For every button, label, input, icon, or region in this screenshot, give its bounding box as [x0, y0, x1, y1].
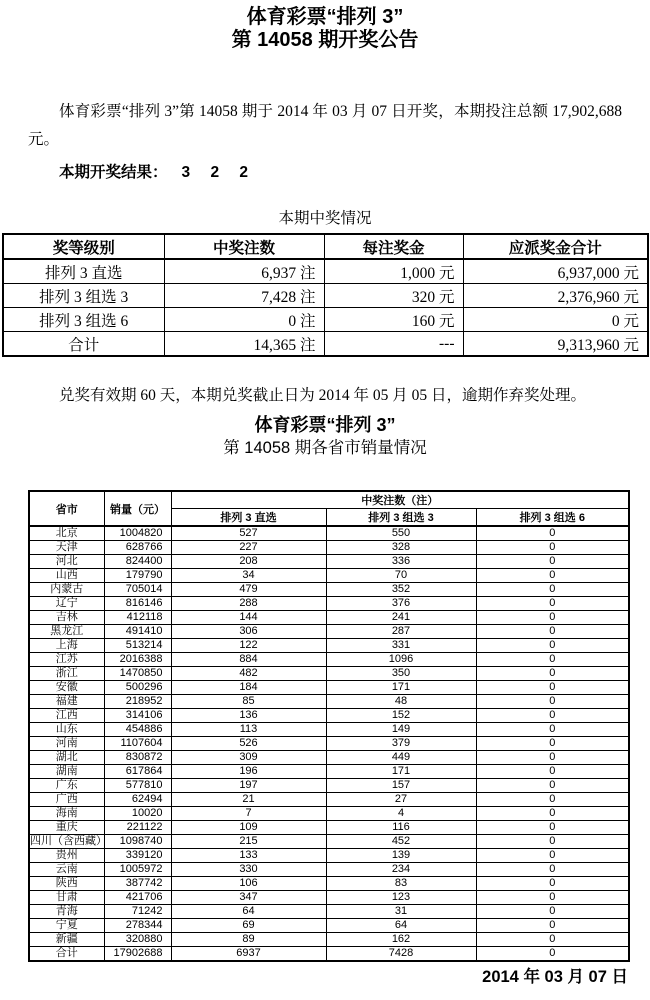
- sales-table-row: [29, 933, 629, 947]
- winning-bets-cell: 7,428 注: [164, 284, 324, 308]
- zuxuan6-wins-cell: 0: [476, 723, 629, 737]
- prize-table-row: [3, 259, 648, 284]
- zuxuan6-wins-cell: 0: [476, 877, 629, 891]
- prize-per-bet-cell: 160 元: [324, 308, 463, 332]
- province-cell: 陕西: [29, 877, 104, 891]
- sales-amount-cell: 1107604: [104, 737, 171, 751]
- zuxuan3-wins-cell: 234: [326, 863, 476, 877]
- zhixuan-wins-cell: 21: [171, 793, 326, 807]
- total-prize-cell: 6,937,000 元: [463, 259, 648, 284]
- province-cell: 湖南: [29, 765, 104, 779]
- zuxuan6-wins-cell: 0: [476, 709, 629, 723]
- sales-table-row: [29, 877, 629, 891]
- zuxuan3-wins-cell: 171: [326, 765, 476, 779]
- sales-header-amount: 销量（元）: [104, 491, 171, 526]
- winning-bets-cell: 14,365 注: [164, 332, 324, 357]
- draw-result-line: [28, 159, 622, 186]
- doc-title-line2: 第 14058 期开奖公告: [231, 29, 419, 51]
- sales-amount-cell: 179790: [104, 569, 171, 583]
- zuxuan3-wins-cell: 83: [326, 877, 476, 891]
- sales-table-row: [29, 639, 629, 653]
- zhixuan-wins-cell: 884: [171, 653, 326, 667]
- intro-paragraph: 体育彩票“排列 3”第 14058 期于 2014 年 03 月 07 日开奖，本期投注总额 17,902,688 元。: [28, 103, 622, 148]
- zuxuan6-wins-cell: 0: [476, 863, 629, 877]
- total-prize-cell: 0 元: [463, 308, 648, 332]
- sales-table-row: [29, 779, 629, 793]
- prize-level-cell: 排列 3 直选: [3, 259, 164, 284]
- zuxuan3-wins-cell: 4: [326, 807, 476, 821]
- sales-amount-cell: 1470850: [104, 667, 171, 681]
- zhixuan-wins-cell: 208: [171, 555, 326, 569]
- zuxuan6-wins-cell: 0: [476, 751, 629, 765]
- prize-table-row: [3, 332, 648, 357]
- sales-amount-cell: 824400: [104, 555, 171, 569]
- province-cell: 江西: [29, 709, 104, 723]
- zuxuan3-wins-cell: 162: [326, 933, 476, 947]
- prize-header-level: 奖等级别: [3, 234, 164, 259]
- sales-amount-cell: 816146: [104, 597, 171, 611]
- zuxuan6-wins-cell: 0: [476, 653, 629, 667]
- province-cell: 海南: [29, 807, 104, 821]
- zuxuan6-wins-cell: 0: [476, 919, 629, 933]
- zhixuan-wins-cell: 133: [171, 849, 326, 863]
- zuxuan3-wins-cell: 7428: [326, 947, 476, 962]
- zuxuan6-wins-cell: 0: [476, 555, 629, 569]
- zuxuan6-wins-cell: 0: [476, 905, 629, 919]
- province-cell: 天津: [29, 541, 104, 555]
- prize-per-bet-cell: 320 元: [324, 284, 463, 308]
- prize-table-title: 本期中奖情况: [278, 210, 372, 227]
- sales-amount-cell: 314106: [104, 709, 171, 723]
- sales-table-row: [29, 667, 629, 681]
- province-cell: 安徽: [29, 681, 104, 695]
- zhixuan-wins-cell: 113: [171, 723, 326, 737]
- province-cell: 山西: [29, 569, 104, 583]
- sales-title-line2: 第 14058 期各省市销量情况: [223, 439, 427, 457]
- sales-amount-cell: 62494: [104, 793, 171, 807]
- sales-table-row: [29, 526, 629, 541]
- sales-amount-cell: 1098740: [104, 835, 171, 849]
- zuxuan6-wins-cell: 0: [476, 821, 629, 835]
- zuxuan6-wins-cell: 0: [476, 947, 629, 962]
- prize-per-bet-cell: ---: [324, 332, 463, 357]
- province-cell: 贵州: [29, 849, 104, 863]
- sales-amount-cell: 454886: [104, 723, 171, 737]
- zhixuan-wins-cell: 7: [171, 807, 326, 821]
- sales-amount-cell: 320880: [104, 933, 171, 947]
- doc-title-line1: 体育彩票“排列 3”: [246, 6, 404, 28]
- province-cell: 上海: [29, 639, 104, 653]
- zuxuan3-wins-cell: 149: [326, 723, 476, 737]
- sales-amount-cell: 221122: [104, 821, 171, 835]
- province-cell: 吉林: [29, 611, 104, 625]
- zuxuan6-wins-cell: 0: [476, 667, 629, 681]
- sales-header-wins-group: 中奖注数（注）: [171, 491, 629, 509]
- zhixuan-wins-cell: 34: [171, 569, 326, 583]
- zuxuan3-wins-cell: 116: [326, 821, 476, 835]
- sales-table-row: [29, 695, 629, 709]
- sales-title-line1: 体育彩票“排列 3”: [254, 415, 396, 435]
- zuxuan3-wins-cell: 376: [326, 597, 476, 611]
- sales-amount-cell: 628766: [104, 541, 171, 555]
- zhixuan-wins-cell: 122: [171, 639, 326, 653]
- sales-amount-cell: 339120: [104, 849, 171, 863]
- prize-table-row: [3, 308, 648, 332]
- sales-table-row: [29, 947, 629, 962]
- province-cell: 河北: [29, 555, 104, 569]
- sales-table-row: [29, 891, 629, 905]
- sales-subheader-zhixuan: 排列 3 直选: [171, 509, 326, 527]
- zuxuan3-wins-cell: 1096: [326, 653, 476, 667]
- sales-table-row: [29, 737, 629, 751]
- zhixuan-wins-cell: 288: [171, 597, 326, 611]
- zuxuan3-wins-cell: 70: [326, 569, 476, 583]
- zhixuan-wins-cell: 347: [171, 891, 326, 905]
- zuxuan6-wins-cell: 0: [476, 849, 629, 863]
- zhixuan-wins-cell: 330: [171, 863, 326, 877]
- zuxuan6-wins-cell: 0: [476, 583, 629, 597]
- province-cell: 新疆: [29, 933, 104, 947]
- prize-header-per-bet: 每注奖金: [324, 234, 463, 259]
- province-cell: 青海: [29, 905, 104, 919]
- sales-table-row: [29, 653, 629, 667]
- sales-table-row: [29, 681, 629, 695]
- sales-amount-cell: 491410: [104, 625, 171, 639]
- sales-table-row: [29, 625, 629, 639]
- zhixuan-wins-cell: 215: [171, 835, 326, 849]
- sales-table-row: [29, 863, 629, 877]
- zuxuan6-wins-cell: 0: [476, 807, 629, 821]
- redeem-notice: 兑奖有效期 60 天，本期兑奖截止日为 2014 年 05 月 05 日，逾期作弃奖处理。: [59, 387, 587, 404]
- province-cell: 四川（含西藏）: [30, 835, 107, 847]
- prize-table: [2, 233, 649, 357]
- zuxuan6-wins-cell: 0: [476, 765, 629, 779]
- province-cell: 宁夏: [29, 919, 104, 933]
- zhixuan-wins-cell: 64: [171, 905, 326, 919]
- sales-table-row: [29, 723, 629, 737]
- footer-date: 2014 年 03 月 07 日: [482, 968, 628, 986]
- province-cell: 甘肃: [29, 891, 104, 905]
- zuxuan6-wins-cell: 0: [476, 779, 629, 793]
- zuxuan3-wins-cell: 241: [326, 611, 476, 625]
- zhixuan-wins-cell: 227: [171, 541, 326, 555]
- sales-table-row: [29, 849, 629, 863]
- zuxuan3-wins-cell: 550: [326, 526, 476, 541]
- prize-table-header-row: [3, 234, 648, 259]
- zuxuan3-wins-cell: 352: [326, 583, 476, 597]
- province-cell: 福建: [29, 695, 104, 709]
- draw-result-numbers: 3 2 2: [181, 164, 256, 181]
- sales-amount-cell: 17902688: [104, 947, 171, 962]
- draw-result-label: 本期开奖结果：: [59, 164, 168, 181]
- province-cell: 广东: [29, 779, 104, 793]
- zuxuan6-wins-cell: 0: [476, 569, 629, 583]
- province-cell: 黑龙江: [29, 625, 104, 639]
- zhixuan-wins-cell: 109: [171, 821, 326, 835]
- zuxuan6-wins-cell: 0: [476, 933, 629, 947]
- sales-amount-cell: 10020: [104, 807, 171, 821]
- zuxuan3-wins-cell: 379: [326, 737, 476, 751]
- zuxuan3-wins-cell: 452: [326, 835, 476, 849]
- sales-table-row: [29, 821, 629, 835]
- province-cell: 云南: [29, 863, 104, 877]
- zuxuan3-wins-cell: 139: [326, 849, 476, 863]
- sales-table-row: [29, 765, 629, 779]
- zuxuan3-wins-cell: 152: [326, 709, 476, 723]
- zuxuan6-wins-cell: 0: [476, 681, 629, 695]
- zuxuan6-wins-cell: 0: [476, 835, 629, 849]
- sales-table-header-row1: [29, 491, 629, 509]
- sales-amount-cell: 412118: [104, 611, 171, 625]
- sales-amount-cell: 71242: [104, 905, 171, 919]
- winning-bets-cell: 0 注: [164, 308, 324, 332]
- province-cell: 北京: [29, 526, 104, 541]
- province-cell: 重庆: [29, 821, 104, 835]
- zhixuan-wins-cell: 197: [171, 779, 326, 793]
- zuxuan3-wins-cell: 64: [326, 919, 476, 933]
- sales-amount-cell: 218952: [104, 695, 171, 709]
- zhixuan-wins-cell: 306: [171, 625, 326, 639]
- prize-header-bets: 中奖注数: [164, 234, 324, 259]
- sales-amount-cell: 830872: [104, 751, 171, 765]
- sales-table-row: [29, 919, 629, 933]
- zuxuan6-wins-cell: 0: [476, 541, 629, 555]
- sales-amount-cell: 577810: [104, 779, 171, 793]
- zhixuan-wins-cell: 479: [171, 583, 326, 597]
- sales-table: [28, 490, 630, 962]
- zhixuan-wins-cell: 309: [171, 751, 326, 765]
- zhixuan-wins-cell: 85: [171, 695, 326, 709]
- province-cell: 合计: [29, 947, 104, 962]
- province-cell: 江苏: [29, 653, 104, 667]
- zuxuan6-wins-cell: 0: [476, 611, 629, 625]
- zuxuan6-wins-cell: 0: [476, 695, 629, 709]
- sales-amount-cell: 421706: [104, 891, 171, 905]
- sales-amount-cell: 705014: [104, 583, 171, 597]
- sales-header-province: 省市: [29, 491, 104, 526]
- winning-bets-cell: 6,937 注: [164, 259, 324, 284]
- zhixuan-wins-cell: 482: [171, 667, 326, 681]
- zuxuan3-wins-cell: 123: [326, 891, 476, 905]
- sales-amount-cell: 2016388: [104, 653, 171, 667]
- zuxuan6-wins-cell: 0: [476, 891, 629, 905]
- sales-amount-cell: 387742: [104, 877, 171, 891]
- zuxuan3-wins-cell: 449: [326, 751, 476, 765]
- province-cell: 辽宁: [29, 597, 104, 611]
- sales-table-row: [29, 835, 629, 849]
- sales-amount-cell: 1005972: [104, 863, 171, 877]
- prize-header-total: 应派奖金合计: [463, 234, 648, 259]
- total-prize-cell: 9,313,960 元: [463, 332, 648, 357]
- province-cell: 浙江: [29, 667, 104, 681]
- zuxuan6-wins-cell: 0: [476, 639, 629, 653]
- zhixuan-wins-cell: 106: [171, 877, 326, 891]
- zuxuan6-wins-cell: 0: [476, 793, 629, 807]
- province-cell: 内蒙古: [29, 583, 104, 597]
- zhixuan-wins-cell: 89: [171, 933, 326, 947]
- province-cell: 山东: [29, 723, 104, 737]
- zuxuan3-wins-cell: 287: [326, 625, 476, 639]
- sales-amount-cell: 278344: [104, 919, 171, 933]
- zuxuan6-wins-cell: 0: [476, 597, 629, 611]
- zuxuan3-wins-cell: 171: [326, 681, 476, 695]
- zhixuan-wins-cell: 144: [171, 611, 326, 625]
- zuxuan3-wins-cell: 350: [326, 667, 476, 681]
- sales-table-row: [29, 709, 629, 723]
- sales-table-row: [29, 583, 629, 597]
- prize-level-cell: 排列 3 组选 3: [3, 284, 164, 308]
- sales-table-row: [29, 597, 629, 611]
- zuxuan3-wins-cell: 27: [326, 793, 476, 807]
- total-prize-cell: 2,376,960 元: [463, 284, 648, 308]
- sales-subheader-zuxuan3: 排列 3 组选 3: [326, 509, 476, 527]
- prize-level-cell: 排列 3 组选 6: [3, 308, 164, 332]
- sales-amount-cell: 513214: [104, 639, 171, 653]
- zuxuan6-wins-cell: 0: [476, 737, 629, 751]
- province-cell: 湖北: [29, 751, 104, 765]
- zhixuan-wins-cell: 527: [171, 526, 326, 541]
- zuxuan3-wins-cell: 157: [326, 779, 476, 793]
- province-cell: 河南: [29, 737, 104, 751]
- zhixuan-wins-cell: 526: [171, 737, 326, 751]
- province-cell: 广西: [29, 793, 104, 807]
- zuxuan3-wins-cell: 328: [326, 541, 476, 555]
- sales-table-row: [29, 555, 629, 569]
- zhixuan-wins-cell: 196: [171, 765, 326, 779]
- prize-table-row: [3, 284, 648, 308]
- sales-table-row: [29, 793, 629, 807]
- zuxuan6-wins-cell: 0: [476, 625, 629, 639]
- sales-subheader-zuxuan6: 排列 3 组选 6: [476, 509, 629, 527]
- sales-amount-cell: 500296: [104, 681, 171, 695]
- sales-amount-cell: 617864: [104, 765, 171, 779]
- sales-table-row: [29, 611, 629, 625]
- zuxuan3-wins-cell: 48: [326, 695, 476, 709]
- sales-table-row: [29, 541, 629, 555]
- sales-table-row: [29, 905, 629, 919]
- prize-level-cell: 合计: [3, 332, 164, 357]
- zhixuan-wins-cell: 136: [171, 709, 326, 723]
- sales-amount-cell: 1004820: [104, 526, 171, 541]
- zuxuan3-wins-cell: 331: [326, 639, 476, 653]
- sales-table-row: [29, 751, 629, 765]
- zuxuan6-wins-cell: 0: [476, 526, 629, 541]
- zuxuan3-wins-cell: 336: [326, 555, 476, 569]
- zhixuan-wins-cell: 6937: [171, 947, 326, 962]
- zhixuan-wins-cell: 184: [171, 681, 326, 695]
- prize-per-bet-cell: 1,000 元: [324, 259, 463, 284]
- zhixuan-wins-cell: 69: [171, 919, 326, 933]
- zuxuan3-wins-cell: 31: [326, 905, 476, 919]
- sales-table-row: [29, 807, 629, 821]
- sales-table-row: [29, 569, 629, 583]
